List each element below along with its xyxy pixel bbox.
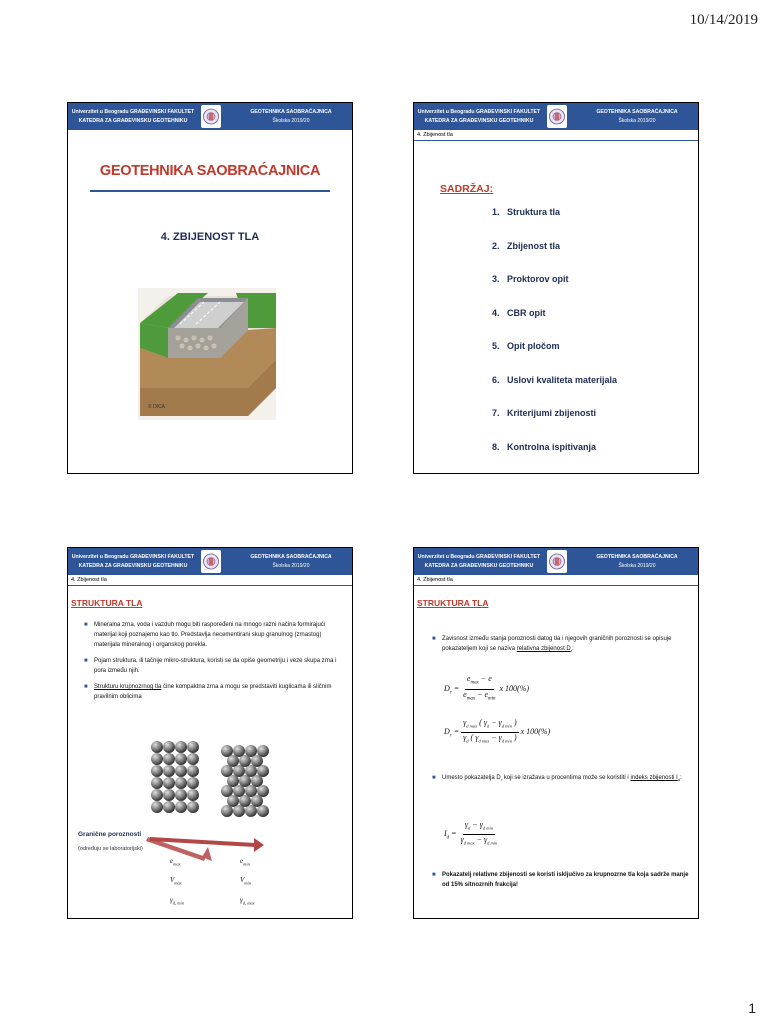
bullet-icon: ■ <box>432 775 436 781</box>
bullet-icon: ■ <box>432 636 436 642</box>
breadcrumb-divider <box>414 140 698 141</box>
university-line1: Univerzitet u Beogradu GRAĐEVINSKI FAKULTET <box>71 554 195 560</box>
bullet-text: Pojam struktura, ili tačnije mikro-struktura, koristi se da opiše geometriju i veze skupa zrna i pora između njih. <box>94 658 337 674</box>
slide-contents <box>413 102 699 474</box>
porosity-label: Granične poroznosti <box>78 831 142 838</box>
contents-heading: SADRŽAJ: <box>440 183 494 195</box>
bullet-item <box>432 773 690 785</box>
void-ratio-sub: max <box>173 861 181 867</box>
void-ratio-sub: min <box>243 861 250 867</box>
title-underline <box>90 190 330 192</box>
bullet-item <box>84 620 342 650</box>
underlined-term-text: relativna zbijenost D <box>516 646 571 652</box>
school-year: Školska 2019/20 <box>272 117 310 124</box>
breadcrumb-divider <box>68 585 352 586</box>
eq1-den-sub: max <box>466 696 476 702</box>
university-line1: Univerzitet u Beogradu GRAĐEVINSKI FAKULTET <box>71 109 195 115</box>
university-seal-icon <box>201 550 221 573</box>
contents-item: 4. CBR opit <box>492 307 546 318</box>
bullet-text-end: : <box>572 646 574 652</box>
slide-header <box>68 548 352 575</box>
eq2-tail: x 100(%) <box>520 726 551 736</box>
university-block <box>68 103 198 130</box>
eq2-lhs: $D_r$ = <box>444 726 462 739</box>
slide-header <box>414 548 698 575</box>
slide-title <box>67 102 353 474</box>
eq3-lhs-symbol: I <box>444 828 447 838</box>
eq2-numerator: $\gamma_{d max}$ ( $\gamma_d - \gamma_{d min}$ ) <box>461 718 518 733</box>
eq1-den-symbol: e <box>463 689 467 699</box>
university-block <box>68 548 198 575</box>
slide-header <box>414 103 698 130</box>
porosity-note: (određuju se laboratorijski) <box>78 846 143 852</box>
eq1-fraction <box>461 674 497 704</box>
volume-sub: min <box>244 880 252 886</box>
bullet-text: Pokazatelj relativne zbijenosti se koristi isključivo za krupnozrne tla koja sadrže manje od 15% sitnozrnih frakcija! <box>442 872 689 888</box>
bullet-item <box>432 870 690 890</box>
underlined-term-sub: d <box>677 777 681 783</box>
bullet-text <box>442 773 682 785</box>
contents-item: 5. Opit pločom <box>492 341 560 351</box>
underlined-term <box>517 646 572 652</box>
university-line1: Univerzitet u Beogradu GRAĐEVINSKI FAKULTET <box>417 554 541 560</box>
density-index-equation <box>444 820 499 848</box>
contents-item: 8. Kontrolna ispitivanja <box>492 441 597 452</box>
volume-sub: max <box>174 880 182 886</box>
university-seal-icon <box>201 105 221 128</box>
void-ratio-symbol: e <box>170 857 174 865</box>
university-seal-icon <box>547 105 567 128</box>
bullet-text-start: Umesto pokazatelja D <box>442 775 501 781</box>
bullet-text-end: : <box>680 775 682 781</box>
bullet-text-sub: r <box>500 777 503 783</box>
contents-item: 3. Proktorov opit <box>492 274 569 284</box>
slide-header <box>68 103 352 130</box>
eq1-lhs-symbol: D <box>444 683 450 693</box>
page-number: 1 <box>748 1000 756 1016</box>
eq3-lhs: $I_d$ = <box>444 828 459 841</box>
contents-item: 1. Struktura tla <box>492 207 561 217</box>
underlined-term-text: indeks zbijenosti I <box>630 775 678 781</box>
eq1-denominator <box>461 690 497 705</box>
section-heading: STRUKTURA TLA <box>71 598 143 608</box>
eq1-tail: x 100(%) <box>499 683 530 693</box>
breadcrumb-divider <box>414 585 698 586</box>
contents-item: 6. Uslovi kvaliteta materijala <box>492 374 618 385</box>
print-date: 10/14/2019 <box>689 12 758 28</box>
bullet-text-rest: čine kompaktna zrna a mogu se predstaviti kuglicama ili sličnim pravilnim oblicima <box>94 684 332 700</box>
breadcrumb: 4. Zbijenost tla <box>417 132 453 138</box>
loose-packing-spheres <box>150 740 200 820</box>
image-credit: © DICA <box>148 404 166 410</box>
road-embankment-illustration <box>138 288 276 420</box>
course-block <box>574 548 699 575</box>
course-title: GEOTEHNIKA SAOBRAĆAJNICA <box>596 554 678 560</box>
university-seal-icon <box>547 550 567 573</box>
eq2-lhs-symbol: D <box>444 726 450 736</box>
eq1-numerator <box>465 674 494 690</box>
bullet-item <box>84 656 342 676</box>
eq1-num-rest: − e <box>478 674 492 683</box>
underlined-term: Strukturu krupnozrnog tla <box>94 684 162 690</box>
eq3-denominator: $\gamma_{d max} - \gamma_{d min}$ <box>460 834 498 846</box>
slide-main-title: GEOTEHNIKA SAOBRAĆAJNICA <box>99 163 321 179</box>
eq3-numerator: $\gamma_d - \gamma_{d min}$ <box>463 820 495 835</box>
eq3-fraction <box>459 820 500 848</box>
contents-item: 2. Zbijenost tla <box>492 240 561 251</box>
bullet-list <box>84 620 342 708</box>
section-heading: STRUKTURA TLA <box>417 598 489 608</box>
contents-list <box>492 207 692 474</box>
bullet-icon: ■ <box>432 872 436 878</box>
unit-weight-sub: d, max <box>242 900 255 906</box>
bullet-item <box>432 634 690 656</box>
university-line1: Univerzitet u Beogradu GRAĐEVINSKI FAKULTET <box>417 109 541 115</box>
bullet-icon: ■ <box>84 684 88 690</box>
university-block <box>414 103 544 130</box>
bullet-icon: ■ <box>84 658 88 664</box>
eq1-den-sub2: min <box>488 696 496 702</box>
eq2-denominator: $\gamma_d$ ( $\gamma_{d max} - \gamma_{d min}$ ) <box>463 732 517 744</box>
void-ratio-symbol: e <box>240 857 244 865</box>
contents-item: 7. Kriterijumi zbijenosti <box>492 408 597 418</box>
bullet-icon: ■ <box>84 622 88 628</box>
course-title: GEOTEHNIKA SAOBRAĆAJNICA <box>250 109 332 115</box>
breadcrumb: 4. Zbijenost tla <box>71 577 107 583</box>
dense-packing-spheres <box>220 744 272 824</box>
course-title: GEOTEHNIKA SAOBRAĆAJNICA <box>250 554 332 560</box>
relative-density-equation-2 <box>444 718 550 746</box>
eq1-num-symbol: e <box>466 674 471 683</box>
eq2-fraction <box>461 718 518 746</box>
eq1-lhs-sub: r <box>449 690 452 696</box>
school-year: Školska 2019/20 <box>272 562 310 569</box>
unit-weight-symbol: γ <box>240 895 243 904</box>
course-block <box>574 103 699 130</box>
course-title: GEOTEHNIKA SAOBRAĆAJNICA <box>596 109 678 115</box>
bullet-text-intro: Zavisnost između stanja poroznosti datog tla i njegovih graničnih poroznosti se opisuje pokazateljem koji se naziva <box>442 636 672 652</box>
eq1-num-sub: max <box>470 680 479 686</box>
breadcrumb: 4. Zbijenost tla <box>417 577 453 583</box>
bullet-text-mid: koji se izražava u procentima može se koristiti i <box>502 775 631 781</box>
unit-weight-sub: d, min <box>172 900 185 906</box>
underlined-term <box>630 775 680 781</box>
bullet-item <box>84 682 342 702</box>
left-porosity-values <box>170 853 184 911</box>
course-block <box>228 103 353 130</box>
bullet-text: Mineralna zrna, voda i vazduh mogu biti raspoređeni na mnogo razni načina formirajući materijal koji poznajemo kao tlo. Predstavlja necementirani skup granulnog (zrnastog) materijala mineralnog i organskog porekla. <box>94 622 326 648</box>
course-block <box>228 548 353 575</box>
slide-relative-density <box>413 547 699 919</box>
eq2-lhs-sub: r <box>449 733 452 739</box>
unit-weight-symbol: γ <box>170 895 173 904</box>
bullet-text <box>442 634 690 656</box>
relative-density-equation-1 <box>444 674 529 704</box>
eq1-lhs: $D_r$ = <box>444 683 462 696</box>
university-line2: KATEDRA ZA GRAĐEVINSKU GEOTEHNIKU <box>78 562 188 569</box>
slide-subtitle: 4. ZBIJENOST TLA <box>160 231 260 243</box>
bullet-text <box>94 682 342 702</box>
right-porosity-values <box>240 853 255 911</box>
university-line2: KATEDRA ZA GRAĐEVINSKU GEOTEHNIKU <box>424 117 534 124</box>
underlined-term-sub: r <box>570 648 573 654</box>
university-block <box>414 548 544 575</box>
eq3-lhs-sub: d <box>446 835 450 841</box>
volume-symbol: V <box>170 876 175 885</box>
university-line2: KATEDRA ZA GRAĐEVINSKU GEOTEHNIKU <box>78 117 188 124</box>
volume-symbol: V <box>240 876 245 885</box>
eq1-den-rest: − e <box>475 689 488 699</box>
school-year: Školska 2019/20 <box>618 117 656 124</box>
university-line2: KATEDRA ZA GRAĐEVINSKU GEOTEHNIKU <box>424 562 534 569</box>
school-year: Školska 2019/20 <box>618 562 656 569</box>
slide-soil-structure <box>67 547 353 919</box>
